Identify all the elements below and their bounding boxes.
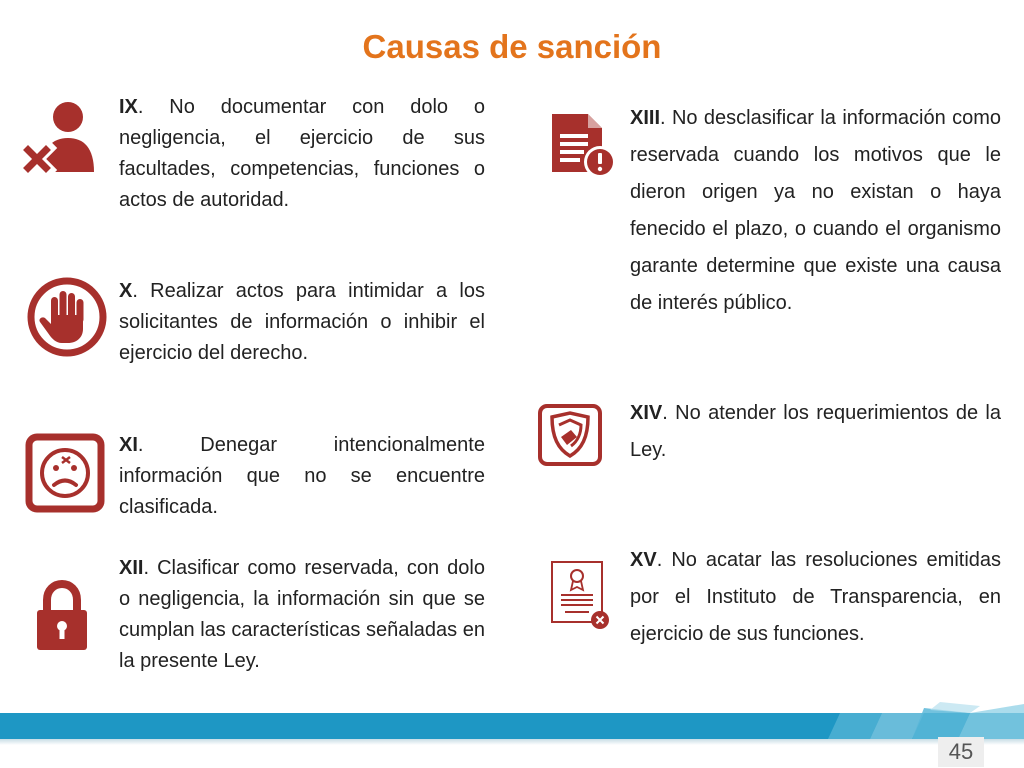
- item-x-text: Realizar actos para intimidar a los solicitantes de información o inhibir el ejercicio del derecho.: [119, 280, 485, 364]
- item-xi-text: Denegar intencionalmente información que no se encuentre clasificada.: [119, 434, 485, 518]
- item-x-number: X: [119, 280, 133, 302]
- item-xv-number: XV: [630, 549, 657, 571]
- item-x: X. Realizar actos para intimidar a los solicitantes de información o inhibir el ejercicio del derecho.: [119, 280, 485, 364]
- item-xii: XII. Clasificar como reservada, con dolo o negligencia, la información sin que se cumplan las características señaladas en la presente Ley.: [119, 557, 485, 672]
- item-xv: XV. No acatar las resoluciones emitidas por el Instituto de Transparencia, en ejercicio de sus funciones.: [630, 549, 1002, 645]
- broken-shield-icon: [537, 403, 603, 467]
- stop-hand-icon: [25, 275, 109, 359]
- item-xv-text: No acatar las resoluciones emitidas por el Instituto de Transparencia, en ejercicio de sus funciones.: [630, 549, 1002, 645]
- document-alert-icon: [550, 110, 618, 182]
- certificate-rejected-icon: [548, 558, 612, 634]
- page-title: Causas de sanción: [362, 28, 662, 65]
- item-xiii: XIII. No desclasificar la información como reservada cuando los motivos que le dieron origen ya no existan o haya fenecido el plazo, o cuando el organismo garante determine que existe una causa de interés público.: [630, 107, 1001, 314]
- item-xiii-number: XIII: [630, 107, 661, 129]
- item-xiv-number: XIV: [630, 402, 663, 424]
- item-ix-number: IX: [119, 96, 138, 118]
- padlock-icon: [35, 580, 89, 652]
- item-xii-text: Clasificar como reservada, con dolo o negligencia, la información sin que se cumplan las características señaladas en la presente Ley.: [119, 557, 485, 672]
- sad-face-icon: [25, 433, 105, 513]
- footer-decoration: [820, 702, 1024, 747]
- page-number: 45: [938, 737, 984, 767]
- item-xi-number: XI: [119, 434, 138, 456]
- item-ix: IX. No documentar con dolo o negligencia, el ejercicio de sus facultades, competencias, funciones o actos de autoridad.: [119, 96, 485, 211]
- item-xii-number: XII: [119, 557, 144, 579]
- item-xiv-text: No atender los requerimientos de la Ley.: [630, 402, 1001, 461]
- item-xi: XI. Denegar intencionalmente información que no se encuentre clasificada.: [119, 434, 485, 518]
- item-ix-text: No documentar con dolo o negligencia, el ejercicio de sus facultades, competencias, funciones o actos de autoridad.: [119, 96, 485, 211]
- item-xiii-text: No desclasificar la información como reservada cuando los motivos que le dieron origen ya no existan o haya fenecido el plazo, o cuando el organismo garante determine que existe una causa de interés público.: [630, 107, 1001, 314]
- person-cancel-icon: [22, 98, 96, 174]
- item-xiv: XIV. No atender los requerimientos de la Ley.: [630, 402, 1001, 461]
